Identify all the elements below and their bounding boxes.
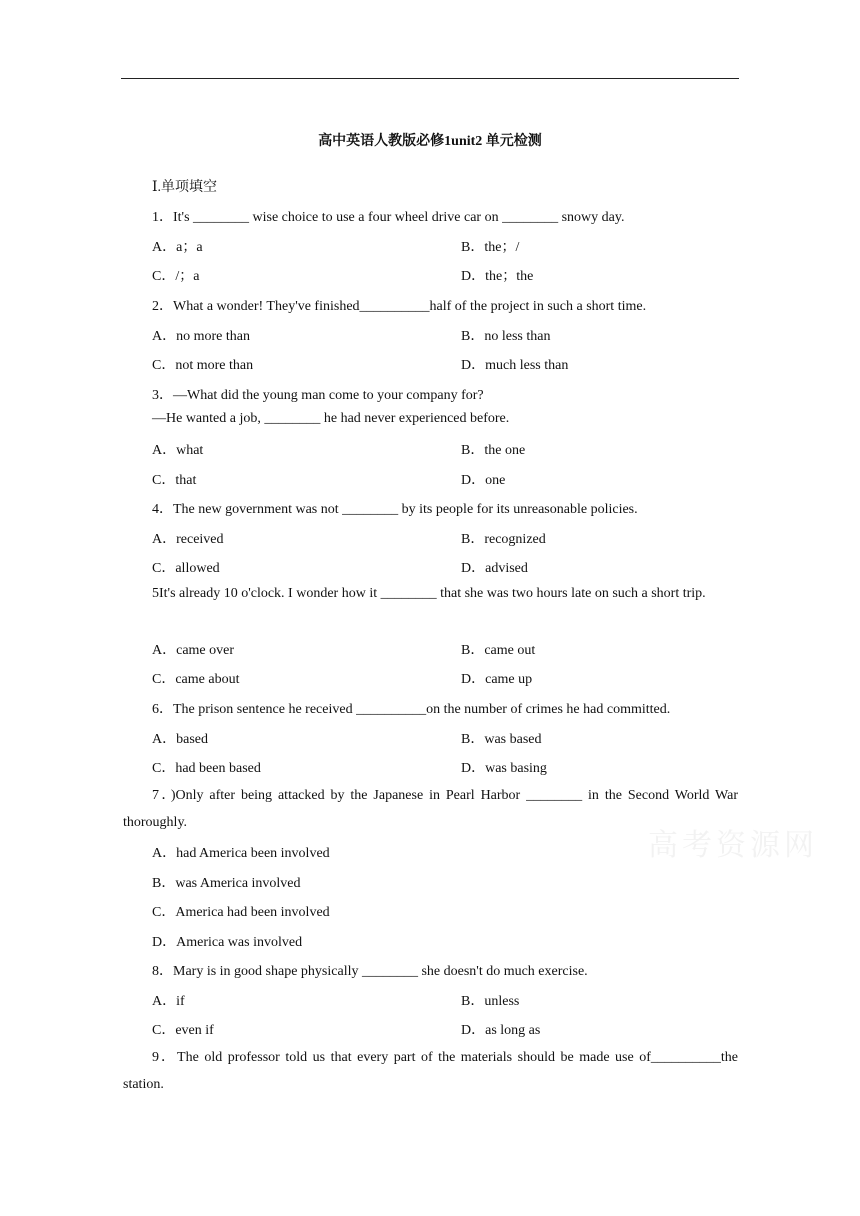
question-1-option-b: B．the；/ <box>461 240 520 255</box>
question-7-option-d: D．America was involved <box>152 935 303 950</box>
question-6-option-d: D．was basing <box>461 761 547 776</box>
question-2-option-a: A．no more than <box>152 329 250 344</box>
question-8-option-a: A．if <box>152 994 185 1009</box>
page-title: 高中英语人教版必修1unit2 单元检测 <box>318 134 542 149</box>
question-4-stem: 4．The new government was not ________ by its people for its unreasonable policies. <box>152 502 638 517</box>
question-3-option-d: D．one <box>461 473 506 488</box>
question-5-option-d: D．came up <box>461 672 533 687</box>
question-9-stem: 9．The old professor told us that every part of the materials should be made use of__________the station. <box>123 1050 738 1092</box>
question-8-option-c: C．even if <box>152 1023 214 1038</box>
question-2-stem: 2．What a wonder! They've finished__________half of the project in such a short time. <box>152 299 647 314</box>
question-4-option-d: D．advised <box>461 561 528 576</box>
question-6-stem: 6．The prison sentence he received __________on the number of crimes he had committed. <box>152 702 671 717</box>
question-7-option-c: C．America had been involved <box>152 905 330 920</box>
question-1-stem: 1．It's ________ wise choice to use a four wheel drive car on ________ snowy day. <box>152 210 625 225</box>
question-2-option-c: C．not more than <box>152 358 254 373</box>
watermark: 高考资源网 <box>648 828 818 863</box>
question-1-option-a: A．a；a <box>152 240 203 255</box>
question-6-option-c: C．had been based <box>152 761 261 776</box>
question-7-option-a: A．had America been involved <box>152 846 330 861</box>
question-1-option-c: C．/；a <box>152 269 200 284</box>
question-5-option-b: B．came out <box>461 643 536 658</box>
question-4-option-a: A．received <box>152 532 224 547</box>
question-5-stem: 5It's already 10 o'clock. I wonder how it ________ that she was two hours late on such a short trip. <box>152 586 706 601</box>
question-6-option-b: B．was based <box>461 732 542 747</box>
question-7-stem: 7．)Only after being attacked by the Japanese in Pearl Harbor ________ in the Second World War thoroughly. <box>123 788 738 830</box>
question-4-option-b: B．recognized <box>461 532 546 547</box>
question-3-option-c: C．that <box>152 473 197 488</box>
question-5-option-c: C．came about <box>152 672 240 687</box>
question-1-option-d: D．the；the <box>461 269 534 284</box>
question-2-option-b: B．no less than <box>461 329 551 344</box>
question-3-stem-reply: —He wanted a job, ________ he had never experienced before. <box>152 411 510 426</box>
header-rule <box>121 78 739 79</box>
question-3-option-b: B．the one <box>461 443 526 458</box>
question-3-stem: 3．—What did the young man come to your company for? <box>152 388 484 403</box>
question-8-stem: 8．Mary is in good shape physically ________ she doesn't do much exercise. <box>152 964 588 979</box>
question-7-option-b: B．was America involved <box>152 876 301 891</box>
question-3-option-a: A．what <box>152 443 204 458</box>
question-8-option-b: B．unless <box>461 994 520 1009</box>
question-8-option-d: D．as long as <box>461 1023 541 1038</box>
section-heading: Ⅰ.单项填空 <box>152 180 218 195</box>
question-4-option-c: C．allowed <box>152 561 220 576</box>
question-6-option-a: A．based <box>152 732 208 747</box>
question-2-option-d: D．much less than <box>461 358 569 373</box>
question-5-option-a: A．came over <box>152 643 235 658</box>
